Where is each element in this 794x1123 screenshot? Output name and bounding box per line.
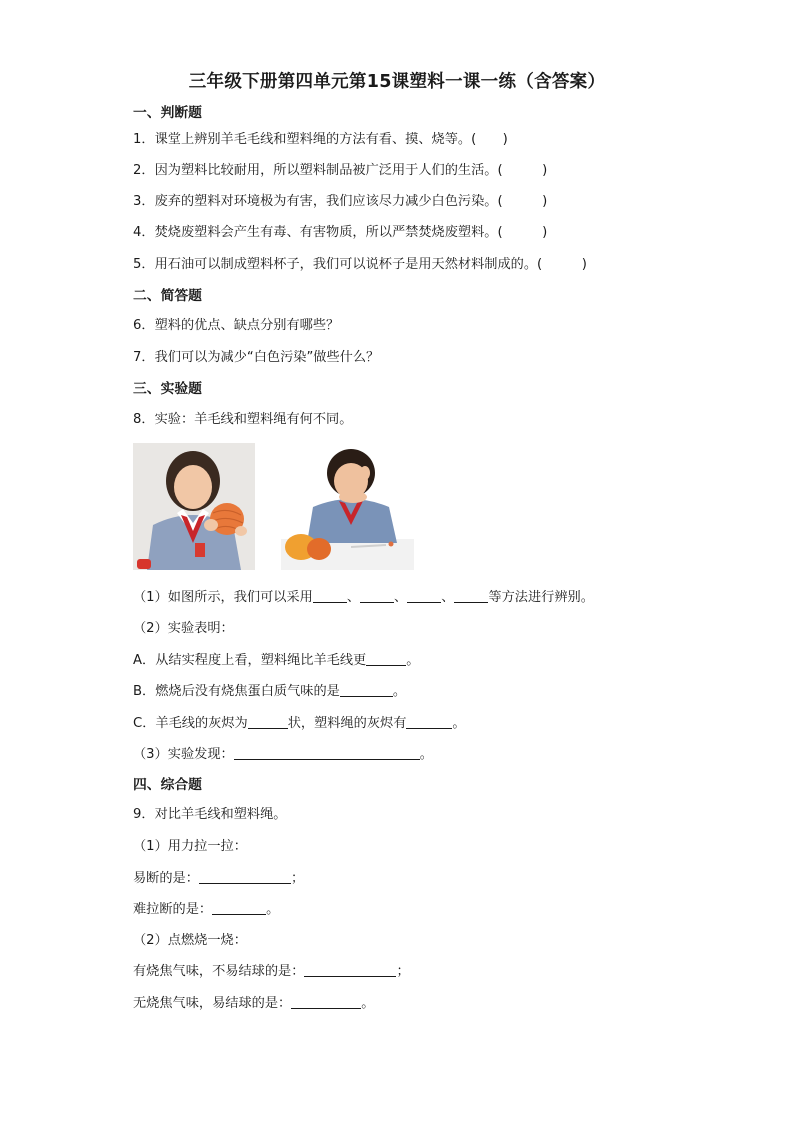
separator: 、 bbox=[441, 590, 455, 605]
item-c-middle: 状，塑料绳的灰烬有 bbox=[287, 716, 407, 731]
blank-easy-break[interactable] bbox=[199, 869, 291, 884]
comprehensive-part-2: （2）点燃烧一烧： bbox=[133, 933, 247, 948]
question-1-text: 1．课堂上辨别羊毛毛线和塑料绳的方法有看、摸、烧等。 bbox=[133, 132, 472, 147]
question-8: 8．实验：羊毛线和塑料绳有何不同。 bbox=[133, 412, 353, 427]
easy-break-text: 易断的是： bbox=[133, 871, 199, 886]
experiment-part-3 bbox=[133, 745, 433, 764]
blank-hard-break[interactable] bbox=[212, 900, 266, 915]
hard-break-line bbox=[133, 900, 279, 919]
question-5 bbox=[133, 256, 587, 274]
experiment-part-2: （2）实验表明： bbox=[133, 621, 234, 636]
question-1 bbox=[133, 131, 508, 149]
blank-no-smell[interactable] bbox=[340, 682, 393, 697]
answer-paren-1: ( ) bbox=[471, 132, 508, 147]
no-smell-tail: 。 bbox=[361, 996, 375, 1011]
hard-break-tail: 。 bbox=[266, 902, 280, 917]
experiment-item-b bbox=[133, 682, 406, 701]
no-smell-line bbox=[133, 994, 374, 1013]
item-b-tail: 。 bbox=[392, 684, 407, 699]
burnt-smell-line bbox=[133, 962, 410, 981]
section-heading-experiment: 三、实验题 bbox=[133, 381, 202, 397]
blank-method-2[interactable] bbox=[360, 588, 394, 603]
question-2 bbox=[133, 162, 547, 180]
answer-paren-2: ( ) bbox=[497, 163, 548, 178]
question-5-text: 5．用石油可以制成塑料杯子，我们可以说杯子是用天然材料制成的。 bbox=[133, 257, 538, 272]
question-3 bbox=[133, 193, 547, 211]
item-a-tail: 。 bbox=[406, 653, 420, 668]
section-heading-short-answer: 二、简答题 bbox=[133, 288, 202, 304]
question-4 bbox=[133, 224, 547, 242]
photo-girl-drawing bbox=[133, 443, 255, 570]
hard-break-text: 难拉断的是： bbox=[133, 902, 213, 917]
answer-paren-3: ( ) bbox=[497, 194, 548, 209]
burnt-smell-tail: ； bbox=[396, 964, 410, 979]
blank-method-1[interactable] bbox=[313, 588, 347, 603]
question-7: 7．我们可以为减少“白色污染”做些什么？ bbox=[133, 350, 380, 365]
experiment-part-1-tail: 等方法进行辨别。 bbox=[488, 590, 594, 605]
separator: 、 bbox=[394, 590, 408, 605]
blank-method-4[interactable] bbox=[454, 588, 488, 603]
comprehensive-part-1: （1）用力拉一拉： bbox=[133, 839, 247, 854]
blank-strength[interactable] bbox=[366, 651, 406, 666]
item-b-text: B．燃烧后没有烧焦蛋白质气味的是 bbox=[133, 684, 340, 699]
experiment-item-a bbox=[133, 651, 419, 670]
blank-method-3[interactable] bbox=[407, 588, 441, 603]
experiment-item-c bbox=[133, 714, 466, 733]
boy-smelling-fiber-photo bbox=[281, 443, 414, 570]
experiment-part-3-tail: 。 bbox=[419, 747, 433, 762]
section-heading-comprehensive: 四、综合题 bbox=[133, 777, 202, 793]
experiment-part-3-text: （3）实验发现： bbox=[133, 747, 234, 762]
item-a-text: A．从结实程度上看，塑料绳比羊毛线更 bbox=[133, 653, 367, 668]
blank-finding[interactable] bbox=[234, 745, 420, 760]
question-4-text: 4．焚烧废塑料会产生有毒、有害物质，所以严禁焚烧废塑料。 bbox=[133, 225, 498, 240]
blank-wool-ash[interactable] bbox=[248, 714, 288, 729]
question-9: 9．对比羊毛线和塑料绳。 bbox=[133, 807, 287, 822]
answer-paren-5: ( ) bbox=[537, 257, 587, 272]
experiment-part-1-text: （1）如图所示，我们可以采用 bbox=[133, 590, 313, 605]
answer-paren-4: ( ) bbox=[497, 225, 548, 240]
question-3-text: 3．废弃的塑料对环境极为有害，我们应该尽力减少白色污染。 bbox=[133, 194, 498, 209]
photo-boy-drawing bbox=[281, 443, 414, 570]
question-2-text: 2．因为塑料比较耐用，所以塑料制品被广泛用于人们的生活。 bbox=[133, 163, 498, 178]
girl-holding-yarn-photo bbox=[133, 443, 255, 570]
item-c-tail: 。 bbox=[452, 716, 466, 731]
blank-plastic-ash[interactable] bbox=[406, 714, 452, 729]
page-title: 三年级下册第四单元第15课塑料一课一练（含答案） bbox=[188, 72, 606, 92]
burnt-smell-text: 有烧焦气味，不易结球的是： bbox=[133, 964, 305, 979]
item-c-text: C．羊毛线的灰烬为 bbox=[133, 716, 248, 731]
separator: 、 bbox=[346, 590, 361, 605]
easy-break-line bbox=[133, 869, 304, 888]
section-heading-judgment: 一、判断题 bbox=[133, 105, 202, 121]
question-6: 6．塑料的优点、缺点分别有哪些？ bbox=[133, 318, 340, 333]
blank-no-burnt-smell[interactable] bbox=[291, 994, 361, 1009]
experiment-part-1 bbox=[133, 588, 594, 607]
easy-break-tail: ； bbox=[290, 871, 305, 886]
blank-burnt-smell[interactable] bbox=[304, 962, 396, 977]
no-smell-text: 无烧焦气味，易结球的是： bbox=[133, 996, 292, 1011]
